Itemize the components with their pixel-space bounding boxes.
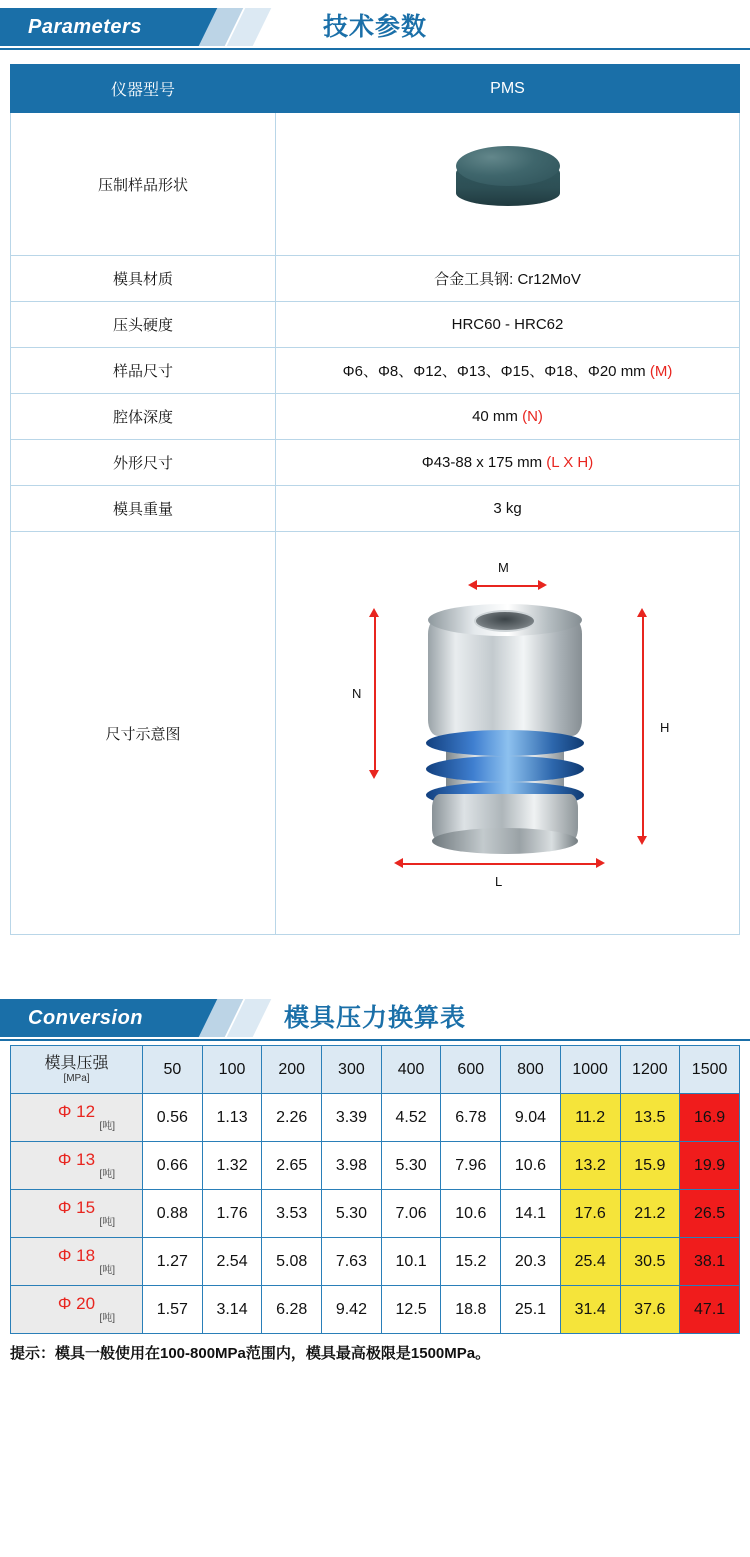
parameters-title: 技术参数	[322, 13, 427, 41]
section-gap	[0, 935, 750, 991]
conversion-cell: 7.63	[322, 1238, 382, 1286]
conversion-row-label-text: Φ 13	[57, 1149, 96, 1169]
conversion-ribbon-label: Conversion	[28, 1006, 144, 1029]
die-spring-ring	[426, 756, 584, 782]
table-row	[11, 256, 740, 302]
conversion-corner-label: 模具压强	[44, 1054, 109, 1072]
conversion-row-label-text: Φ 12	[57, 1101, 96, 1121]
table-row	[11, 532, 740, 935]
conversion-row-label	[11, 1094, 143, 1142]
table-row	[11, 113, 740, 256]
conversion-corner-header	[11, 1046, 143, 1094]
spec-header-row	[11, 65, 740, 113]
conversion-note: 提示：模具一般使用在100-800MPa范围内，模具最高极限是1500MPa。	[10, 1345, 491, 1362]
conversion-cell: 3.39	[322, 1094, 382, 1142]
conversion-row-label	[11, 1238, 143, 1286]
die-illustration	[410, 598, 600, 898]
banner-rule	[0, 48, 750, 50]
conversion-row-label-unit: [吨]	[99, 1121, 115, 1133]
puck-top	[456, 146, 560, 186]
conversion-cell: 17.6	[560, 1190, 620, 1238]
dim-arrow-l-line	[402, 863, 598, 865]
spec-value-sample-shape	[276, 113, 740, 256]
conversion-cell: 21.2	[620, 1190, 680, 1238]
table-row	[11, 1286, 740, 1334]
conversion-row-label-unit: [吨]	[99, 1169, 115, 1181]
conversion-col-header: 400	[381, 1046, 441, 1094]
conversion-row-label-text: Φ 18	[57, 1245, 96, 1265]
conversion-col-header: 100	[202, 1046, 262, 1094]
conversion-col-header: 600	[441, 1046, 501, 1094]
conversion-cell: 9.04	[501, 1094, 561, 1142]
dim-arrow-l-head-left	[394, 858, 403, 868]
conversion-cell: 2.26	[262, 1094, 322, 1142]
spec-value-outer-size	[276, 440, 740, 486]
spec-value-dimension-diagram	[276, 532, 740, 935]
dim-arrow-n-head-top	[369, 608, 379, 617]
conversion-row-label	[11, 1190, 143, 1238]
spec-value-cavity-depth-text: 40 mm	[472, 408, 518, 425]
spec-value-cavity-depth	[276, 394, 740, 440]
spec-value-outer-size-text: Φ43-88 x 175 mm	[421, 454, 543, 471]
conversion-header-row	[11, 1046, 740, 1094]
conversion-col-header: 1500	[680, 1046, 740, 1094]
banner-rule	[0, 1039, 750, 1041]
conversion-cell: 38.1	[680, 1238, 740, 1286]
conversion-cell: 31.4	[560, 1286, 620, 1334]
spec-mark-sample-size: (M)	[649, 363, 673, 380]
conversion-cell: 3.53	[262, 1190, 322, 1238]
conversion-cell: 14.1	[501, 1190, 561, 1238]
conversion-row-label-text: Φ 15	[57, 1197, 96, 1217]
dim-label-m: M	[498, 560, 509, 575]
conversion-col-header: 50	[143, 1046, 203, 1094]
conversion-cell: 0.88	[143, 1190, 203, 1238]
conversion-cell: 10.6	[501, 1142, 561, 1190]
table-row	[11, 1094, 740, 1142]
spec-value-mold-material: 合金工具钢: Cr12MoV	[276, 256, 740, 302]
conversion-row-label-text: Φ 20	[57, 1293, 96, 1313]
table-row	[11, 1190, 740, 1238]
conversion-cell: 13.5	[620, 1094, 680, 1142]
die-base-bottom	[432, 828, 578, 854]
conversion-cell: 18.8	[441, 1286, 501, 1334]
conversion-cell: 2.65	[262, 1142, 322, 1190]
parameters-banner	[0, 0, 750, 54]
conversion-cell: 25.1	[501, 1286, 561, 1334]
die-bore	[474, 610, 536, 632]
dim-arrow-n-head-bottom	[369, 770, 379, 779]
dim-arrow-m-head-left	[468, 580, 477, 590]
spec-label-sample-size: 样品尺寸	[11, 348, 276, 394]
spec-mark-outer-size: (L X H)	[546, 454, 594, 471]
conversion-cell: 6.78	[441, 1094, 501, 1142]
dim-label-l: L	[495, 874, 503, 889]
spec-value-sample-size-text: Φ6、Φ8、Φ12、Φ13、Φ15、Φ18、Φ20 mm	[342, 363, 646, 380]
spec-label-cavity-depth: 腔体深度	[11, 394, 276, 440]
spec-label-dimension-diagram: 尺寸示意图	[11, 532, 276, 935]
conversion-cell: 1.32	[202, 1142, 262, 1190]
table-row	[11, 1142, 740, 1190]
conversion-cell: 15.9	[620, 1142, 680, 1190]
conversion-row-label-unit: [吨]	[99, 1313, 115, 1325]
conversion-banner	[0, 991, 750, 1045]
spec-value-head-hardness: HRC60 - HRC62	[276, 302, 740, 348]
conversion-cell: 25.4	[560, 1238, 620, 1286]
dim-arrow-m-line	[476, 585, 540, 587]
dim-arrow-l-head-right	[596, 858, 605, 868]
conversion-cell: 5.08	[262, 1238, 322, 1286]
spec-value-mold-weight: 3 kg	[276, 486, 740, 532]
table-row	[11, 486, 740, 532]
conversion-cell: 20.3	[501, 1238, 561, 1286]
conversion-cell: 0.56	[143, 1094, 203, 1142]
conversion-cell: 2.54	[202, 1238, 262, 1286]
conversion-cell: 7.96	[441, 1142, 501, 1190]
conversion-col-header: 1200	[620, 1046, 680, 1094]
conversion-cell: 11.2	[560, 1094, 620, 1142]
dim-label-n: N	[352, 686, 362, 701]
conversion-corner-unit: [MPa]	[63, 1072, 90, 1084]
conversion-cell: 30.5	[620, 1238, 680, 1286]
conversion-cell: 4.52	[381, 1094, 441, 1142]
spec-header-value: PMS	[276, 65, 740, 113]
conversion-cell: 26.5	[680, 1190, 740, 1238]
conversion-cell: 19.9	[680, 1142, 740, 1190]
conversion-cell: 5.30	[381, 1142, 441, 1190]
spec-label-outer-size: 外形尺寸	[11, 440, 276, 486]
conversion-cell: 1.57	[143, 1286, 203, 1334]
spec-label-mold-weight: 模具重量	[11, 486, 276, 532]
conversion-cell: 10.6	[441, 1190, 501, 1238]
spec-label-head-hardness: 压头硬度	[11, 302, 276, 348]
conversion-cell: 0.66	[143, 1142, 203, 1190]
conversion-table-wrap	[10, 1045, 740, 1334]
conversion-row-label	[11, 1286, 143, 1334]
conversion-table	[10, 1045, 740, 1334]
conversion-row-label-unit: [吨]	[99, 1217, 115, 1229]
dimension-diagram	[280, 538, 740, 928]
dim-arrow-h-head-top	[637, 608, 647, 617]
table-row	[11, 1238, 740, 1286]
conversion-cell: 3.14	[202, 1286, 262, 1334]
table-row	[11, 394, 740, 440]
conversion-cell: 1.27	[143, 1238, 203, 1286]
conversion-cell: 9.42	[322, 1286, 382, 1334]
conversion-col-header: 200	[262, 1046, 322, 1094]
spec-label-mold-material: 模具材质	[11, 256, 276, 302]
dim-arrow-h-line	[642, 616, 644, 838]
conversion-cell: 3.98	[322, 1142, 382, 1190]
conversion-cell: 1.13	[202, 1094, 262, 1142]
dim-arrow-h-head-bottom	[637, 836, 647, 845]
sample-puck-illustration	[280, 119, 735, 249]
die-spring-ring	[426, 730, 584, 756]
conversion-cell: 47.1	[680, 1286, 740, 1334]
spec-label-sample-shape: 压制样品形状	[11, 113, 276, 256]
spec-header-model: 仪器型号	[11, 65, 276, 113]
dim-label-h: H	[660, 720, 670, 735]
conversion-title: 模具压力换算表	[283, 1004, 466, 1032]
conversion-col-header: 1000	[560, 1046, 620, 1094]
conversion-cell: 1.76	[202, 1190, 262, 1238]
conversion-cell: 13.2	[560, 1142, 620, 1190]
conversion-cell: 16.9	[680, 1094, 740, 1142]
conversion-cell: 7.06	[381, 1190, 441, 1238]
conversion-cell: 6.28	[262, 1286, 322, 1334]
conversion-cell: 10.1	[381, 1238, 441, 1286]
table-row	[11, 302, 740, 348]
conversion-col-header: 800	[501, 1046, 561, 1094]
conversion-row-label-unit: [吨]	[99, 1265, 115, 1277]
table-row	[11, 440, 740, 486]
conversion-row-label	[11, 1142, 143, 1190]
specification-table	[10, 64, 740, 935]
spec-value-sample-size	[276, 348, 740, 394]
spec-mark-cavity-depth: (N)	[522, 408, 543, 425]
table-row	[11, 348, 740, 394]
conversion-cell: 5.30	[322, 1190, 382, 1238]
conversion-cell: 37.6	[620, 1286, 680, 1334]
parameters-ribbon-label: Parameters	[28, 15, 142, 38]
conversion-cell: 12.5	[381, 1286, 441, 1334]
conversion-col-header: 300	[322, 1046, 382, 1094]
dim-arrow-n-line	[374, 616, 376, 772]
dim-arrow-m-head-right	[538, 580, 547, 590]
conversion-cell: 15.2	[441, 1238, 501, 1286]
